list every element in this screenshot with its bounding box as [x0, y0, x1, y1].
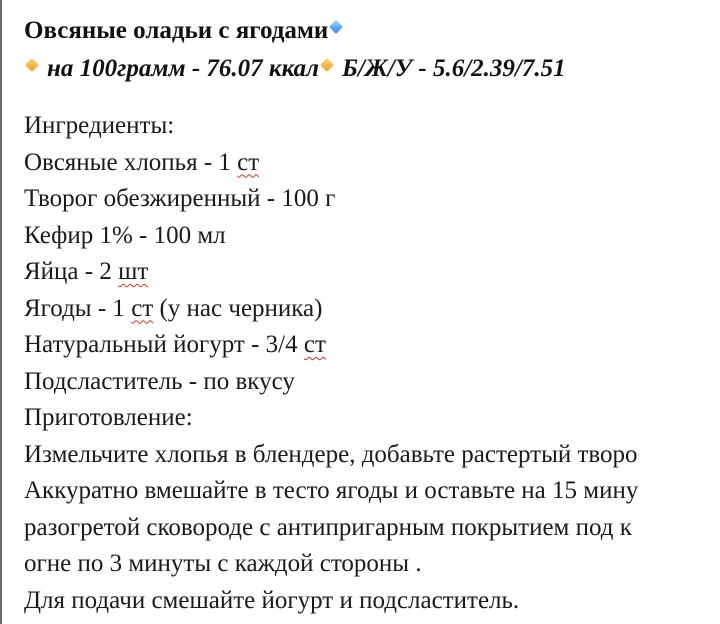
preparation-line: разогретой сковороде с антипригарным покрытием под к [24, 513, 632, 541]
preparation-line: Измельчите хлопья в блендере, добавьте растертый творо [24, 440, 638, 468]
ingredient-item: Ягоды - 1 ст (у нас черника) [24, 294, 323, 322]
ingredients-heading: Ингредиенты: [24, 112, 175, 139]
recipe-title-text: Овсяные оладьи с ягодами [24, 17, 329, 44]
recipe-title [24, 14, 341, 48]
ingredient-item: Творог обезжиренный - 100 г [24, 185, 336, 212]
ingredient-item: Овсяные хлопья - 1 ст [24, 148, 260, 176]
preparation-line: Аккуратно вмешайте в тесто ягоды и оставьте на 15 мину [24, 477, 639, 504]
recipe-body [24, 108, 720, 619]
nutrition-bju: Б/Ж/У - 5.6/2.39/7.51 [342, 55, 566, 82]
small-blue-diamond-icon [329, 20, 343, 34]
ingredient-item: Яйца - 2 шт [24, 258, 149, 285]
spellcheck-word: ст [131, 294, 154, 322]
preparation-heading: Приготовление: [24, 404, 193, 431]
ingredient-item: Подсластитель - по вкусу [24, 367, 295, 395]
spellcheck-word: ст [237, 148, 260, 176]
preparation-line: огне по 3 минуты с каждой стороны . [24, 550, 422, 577]
spellcheck-word: шт [118, 258, 149, 285]
spellcheck-word: ст [303, 331, 326, 358]
preparation-line: Для подачи смешайте йогурт и подсластитель. [24, 586, 520, 614]
left-border [0, 0, 2, 624]
ingredient-item: Натуральный йогурт - 3/4 ст [24, 331, 326, 358]
small-orange-diamond-icon [25, 58, 39, 72]
nutrition-line [24, 52, 566, 86]
ingredient-item: Кефир 1% - 100 мл [24, 221, 226, 249]
small-orange-diamond-icon [320, 58, 334, 72]
nutrition-per-100g: на 100грамм - 76.07 ккал [47, 55, 319, 82]
